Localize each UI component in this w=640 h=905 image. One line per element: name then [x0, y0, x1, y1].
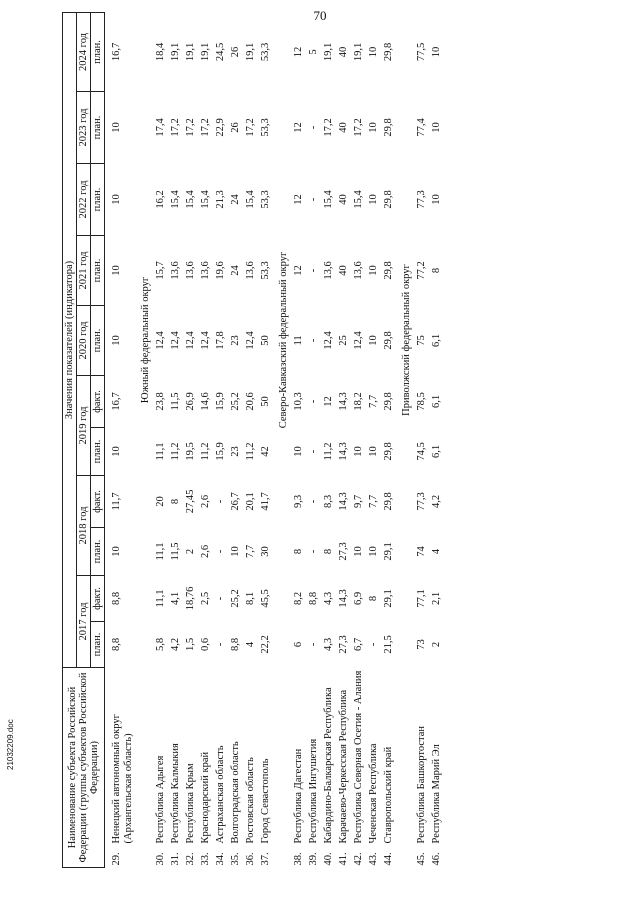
value-cell: 15,4	[353, 190, 365, 209]
value-cell: 13,6	[200, 261, 212, 280]
subject-name: Республика Марий Эл	[431, 744, 443, 844]
value-cell: 29,8	[383, 331, 395, 350]
value-cell: 4	[245, 641, 257, 648]
value-cell: 16,2	[155, 190, 167, 209]
row-number: 41.	[338, 852, 350, 866]
value-cell: 24,5	[215, 42, 227, 62]
header-plan: план.	[91, 12, 105, 91]
value-cell: 7,7	[245, 544, 257, 559]
value-cell: 15,4	[185, 190, 197, 209]
value-cell: 40	[338, 46, 350, 58]
row-number: 30.	[155, 852, 167, 866]
value-cell: 12	[293, 265, 305, 276]
value-cell: 1,5	[185, 637, 197, 652]
value-cell: 6,1	[431, 444, 443, 459]
table-row	[415, 12, 430, 867]
table-row	[337, 12, 352, 867]
value-cell: 4,2	[170, 637, 182, 652]
table-body	[105, 12, 446, 867]
value-cell: 75	[416, 335, 428, 346]
value-cell: 13,6	[185, 261, 197, 280]
section-row	[136, 12, 154, 867]
value-cell: 12,4	[245, 331, 257, 350]
header-fact: факт.	[91, 575, 105, 621]
header-year: 2021 год	[77, 235, 91, 305]
value-cell: -	[308, 499, 320, 504]
value-cell: 13,6	[245, 261, 257, 280]
value-cell: 23,8	[155, 392, 167, 411]
value-cell: 10	[431, 46, 443, 58]
rotated-table-sheet	[62, 13, 602, 868]
row-number: 31.	[170, 852, 182, 866]
value-cell: 19,1	[185, 42, 197, 62]
value-cell: 6,1	[431, 333, 443, 348]
value-cell: 15,4	[170, 190, 182, 209]
value-cell: 29,8	[383, 442, 395, 461]
value-cell: 27,45	[185, 489, 197, 514]
section-row	[397, 12, 415, 867]
value-cell: 29,8	[383, 118, 395, 137]
value-cell: 8,3	[323, 494, 335, 509]
table-row	[169, 12, 184, 867]
value-cell: 10	[111, 446, 123, 457]
value-cell: 8	[293, 548, 305, 555]
header-plan: план.	[91, 91, 105, 163]
value-cell: 12,4	[155, 331, 167, 350]
value-cell: 15,4	[323, 190, 335, 209]
value-cell: 10	[293, 446, 305, 457]
header-plan: план.	[91, 427, 105, 475]
value-cell: 2	[431, 641, 443, 648]
table-row	[367, 12, 382, 867]
value-cell: 17,2	[185, 118, 197, 137]
value-cell: -	[308, 399, 320, 404]
row-number: 40.	[323, 852, 335, 866]
value-cell: 10	[353, 446, 365, 457]
value-cell: 26	[230, 46, 242, 58]
value-cell: 53,3	[260, 261, 272, 280]
value-cell: 11	[293, 335, 305, 346]
header-plan: план.	[91, 163, 105, 235]
value-cell: 11,1	[155, 542, 167, 561]
subject-name: Астраханская область	[215, 745, 227, 844]
row-number: 33.	[200, 852, 212, 866]
value-cell: -	[215, 549, 227, 554]
value-cell: 10	[431, 194, 443, 205]
table-row	[352, 12, 367, 867]
value-cell: 17,2	[353, 118, 365, 137]
value-cell: -	[308, 449, 320, 454]
header-plan: план.	[91, 527, 105, 575]
value-cell: 10	[111, 335, 123, 346]
value-cell: 53,3	[260, 190, 272, 209]
value-cell: 7,7	[368, 494, 380, 509]
value-cell: 12	[293, 46, 305, 58]
table-row	[292, 12, 307, 867]
value-cell: -	[308, 642, 320, 647]
value-cell: 2,6	[200, 494, 212, 509]
value-cell: 77,1	[416, 589, 428, 608]
value-cell: 10,3	[293, 392, 305, 411]
table-row	[184, 12, 199, 867]
value-cell: 74,5	[416, 442, 428, 461]
section-spacer	[136, 667, 154, 867]
row-number: 34.	[215, 852, 227, 866]
value-cell: 12	[293, 122, 305, 133]
value-cell: 10	[111, 265, 123, 276]
value-cell: 73	[416, 639, 428, 650]
value-cell: 17,2	[323, 118, 335, 137]
value-cell: 23	[230, 446, 242, 457]
section-spacer	[397, 667, 415, 867]
subject-name: Город Севастополь	[260, 758, 272, 844]
value-cell: 50	[260, 396, 272, 407]
value-cell: -	[308, 549, 320, 554]
subject-name: Республика Башкортостан	[416, 725, 428, 844]
value-cell: 2,5	[200, 591, 212, 606]
header-indicators: Значения показателей (индикатора)	[63, 12, 77, 667]
value-cell: 29,8	[383, 392, 395, 411]
subject-name: Краснодарский край	[200, 751, 212, 844]
value-cell: -	[308, 125, 320, 130]
header-subject-name: Наименование субъекта Российской Федерации (группы субъектов Российской Федерации)	[63, 667, 105, 867]
row-number: 35.	[230, 852, 242, 866]
value-cell: 27,3	[338, 542, 350, 561]
value-cell: 40	[338, 122, 350, 133]
subject-name: Республика Крым	[185, 763, 197, 844]
value-cell: -	[215, 499, 227, 504]
value-cell: 77,5	[416, 42, 428, 62]
subject-name: Республика Адыгея	[155, 755, 167, 844]
value-cell: 20	[155, 496, 167, 507]
value-cell: 11,5	[170, 542, 182, 561]
value-cell: 14,3	[338, 392, 350, 411]
table-row	[307, 12, 322, 867]
value-cell: 12,4	[170, 331, 182, 350]
value-cell: -	[308, 197, 320, 202]
value-cell: 15,7	[155, 261, 167, 280]
value-cell: 77,4	[416, 118, 428, 137]
value-cell: 21,5	[383, 635, 395, 654]
value-cell: 14,3	[338, 442, 350, 461]
header-year: 2019 год	[77, 375, 91, 475]
value-cell: 19,1	[245, 42, 257, 62]
value-cell: 2	[185, 548, 197, 555]
value-cell: 8,1	[245, 591, 257, 606]
value-cell: 13,6	[323, 261, 335, 280]
value-cell: 22,2	[260, 635, 272, 654]
value-cell: 20,1	[245, 492, 257, 511]
value-cell: 8	[170, 498, 182, 505]
value-cell: 11,5	[170, 392, 182, 411]
value-cell: 9,3	[293, 494, 305, 509]
value-cell: 17,4	[155, 118, 167, 137]
value-cell: 25,2	[230, 589, 242, 608]
header-year: 2018 год	[77, 475, 91, 575]
value-cell: 74	[416, 546, 428, 557]
page-number: 70	[313, 8, 327, 23]
value-cell: 11,1	[155, 442, 167, 461]
value-cell: 12	[323, 396, 335, 407]
value-cell: 6,9	[353, 591, 365, 606]
value-cell: 17,2	[245, 118, 257, 137]
value-cell: 24	[230, 265, 242, 276]
value-cell: 8,8	[308, 591, 320, 606]
value-cell: -	[215, 596, 227, 601]
value-cell: 19,5	[185, 442, 197, 461]
row-number: 37.	[260, 852, 272, 866]
subject-name: Ненецкий автономный округ (Архангельская область)	[111, 714, 135, 844]
value-cell: 27,3	[338, 635, 350, 654]
value-cell: 10	[368, 446, 380, 457]
table-row	[154, 12, 169, 867]
subject-name: Чеченская Республика	[368, 743, 380, 844]
value-cell: 10	[368, 122, 380, 133]
value-cell: 22,9	[215, 118, 227, 137]
value-cell: 6	[293, 641, 305, 648]
value-cell: 5	[308, 49, 320, 55]
header-year: 2017 год	[77, 575, 91, 667]
row-number: 39.	[308, 852, 320, 866]
table-row	[430, 12, 445, 867]
value-cell: 9,7	[353, 494, 365, 509]
value-cell: 14,6	[200, 392, 212, 411]
value-cell: 8,8	[230, 637, 242, 652]
value-cell: 10	[368, 546, 380, 557]
value-cell: 8	[323, 548, 335, 555]
header-year: 2022 год	[77, 163, 91, 235]
value-cell: 15,4	[200, 190, 212, 209]
value-cell: 77,3	[416, 492, 428, 511]
value-cell: -	[215, 642, 227, 647]
value-cell: 11,2	[323, 442, 335, 461]
subject-name: Карачаево-Черкесская Республика	[338, 689, 350, 844]
value-cell: 18,76	[185, 586, 197, 611]
value-cell: 26,9	[185, 392, 197, 411]
value-cell: 24	[230, 194, 242, 205]
section-label: Южный федеральный округ	[140, 276, 152, 404]
value-cell: 8	[431, 267, 443, 274]
value-cell: 78,5	[416, 392, 428, 411]
row-number: 32.	[185, 852, 197, 866]
value-cell: 10	[368, 265, 380, 276]
value-cell: 17,8	[215, 331, 227, 350]
value-cell: 12,4	[323, 331, 335, 350]
indicators-table	[62, 12, 445, 868]
value-cell: 53,3	[260, 118, 272, 137]
row-number: 38.	[293, 852, 305, 866]
value-cell: 40	[338, 265, 350, 276]
subject-name: Республика Ингушетия	[308, 738, 320, 844]
value-cell: 25,2	[230, 392, 242, 411]
row-number: 43.	[368, 852, 380, 866]
row-number: 29.	[111, 852, 123, 866]
value-cell: 4,3	[323, 637, 335, 652]
value-cell: 30	[260, 546, 272, 557]
value-cell: 21,3	[215, 190, 227, 209]
header-plan: план.	[91, 235, 105, 305]
value-cell: 5,8	[155, 637, 167, 652]
header-plan: план.	[91, 305, 105, 375]
value-cell: 11,2	[170, 442, 182, 461]
value-cell: 19,6	[215, 261, 227, 280]
value-cell: 2,1	[431, 591, 443, 606]
value-cell: -	[368, 642, 380, 647]
value-cell: 29,8	[383, 190, 395, 209]
value-cell: 8,8	[111, 637, 123, 652]
document-code: 21032209.doc	[6, 719, 15, 770]
value-cell: 8,8	[111, 591, 123, 606]
subject-name: Республика Дагестан	[293, 748, 305, 844]
value-cell: 18,4	[155, 42, 167, 62]
table-row	[244, 12, 259, 867]
value-cell: 4	[431, 548, 443, 555]
value-cell: 12,4	[185, 331, 197, 350]
table-row	[105, 12, 137, 867]
value-cell: 11,2	[245, 442, 257, 461]
value-cell: 10	[368, 46, 380, 58]
value-cell: -	[308, 338, 320, 343]
value-cell: 19,1	[353, 42, 365, 62]
value-cell: 29,1	[383, 589, 395, 608]
table-row	[322, 12, 337, 867]
header-year: 2023 год	[77, 91, 91, 163]
table-row	[382, 12, 397, 867]
value-cell: 29,8	[383, 42, 395, 62]
value-cell: 13,6	[353, 261, 365, 280]
section-spacer	[274, 667, 292, 867]
value-cell: 8,2	[293, 591, 305, 606]
value-cell: 0,6	[200, 637, 212, 652]
row-number: 45.	[416, 852, 428, 866]
table-row	[229, 12, 244, 867]
value-cell: 10	[368, 335, 380, 346]
value-cell: 12	[293, 194, 305, 205]
value-cell: 2,6	[200, 544, 212, 559]
header-year: 2020 год	[77, 305, 91, 375]
value-cell: 17,2	[170, 118, 182, 137]
value-cell: 10	[111, 194, 123, 205]
section-row	[274, 12, 292, 867]
value-cell: 4,3	[323, 591, 335, 606]
value-cell: 10	[230, 546, 242, 557]
header-plan: план.	[91, 621, 105, 667]
value-cell: 7,7	[368, 394, 380, 409]
value-cell: 14,3	[338, 589, 350, 608]
value-cell: 15,9	[215, 392, 227, 411]
value-cell: 4,2	[431, 494, 443, 509]
value-cell: 16,7	[111, 42, 123, 62]
value-cell: 29,1	[383, 542, 395, 561]
value-cell: 4,1	[170, 591, 182, 606]
value-cell: 10	[111, 546, 123, 557]
subject-name: Кабардино-Балкарская Республика	[323, 687, 335, 844]
row-number: 42.	[353, 852, 365, 866]
value-cell: 10	[431, 122, 443, 133]
value-cell: 10	[368, 194, 380, 205]
value-cell: 29,8	[383, 492, 395, 511]
header-fact: факт.	[91, 475, 105, 527]
value-cell: 17,2	[200, 118, 212, 137]
value-cell: 6,7	[353, 637, 365, 652]
row-number: 36.	[245, 852, 257, 866]
value-cell: 26,7	[230, 492, 242, 511]
value-cell: 8	[368, 595, 380, 602]
subject-name: Республика Северная Осетия - Алания	[353, 670, 365, 844]
row-number: 46.	[431, 852, 443, 866]
value-cell: 11,1	[155, 589, 167, 608]
value-cell: 41,7	[260, 492, 272, 511]
subject-name: Волгоградская область	[230, 741, 242, 844]
value-cell: 19,1	[200, 42, 212, 62]
value-cell: -	[308, 268, 320, 273]
value-cell: 45,5	[260, 589, 272, 608]
value-cell: 18,2	[353, 392, 365, 411]
value-cell: 10	[353, 546, 365, 557]
value-cell: 10	[111, 122, 123, 133]
value-cell: 50	[260, 335, 272, 346]
value-cell: 53,3	[260, 42, 272, 62]
header-fact: факт.	[91, 375, 105, 427]
value-cell: 16,7	[111, 392, 123, 411]
value-cell: 20,6	[245, 392, 257, 411]
section-label: Северо-Кавказский федеральный округ	[278, 251, 290, 429]
subject-name: Ставропольский край	[383, 746, 395, 844]
table-row	[259, 12, 274, 867]
value-cell: 15,9	[215, 442, 227, 461]
value-cell: 19,1	[170, 42, 182, 62]
value-cell: 15,4	[245, 190, 257, 209]
value-cell: 11,2	[200, 442, 212, 461]
section-label: Приволжский федеральный округ	[401, 264, 413, 416]
table-row	[199, 12, 214, 867]
value-cell: 11,7	[111, 492, 123, 511]
value-cell: 13,6	[170, 261, 182, 280]
value-cell: 12,4	[200, 331, 212, 350]
value-cell: 6,1	[431, 394, 443, 409]
value-cell: 23	[230, 335, 242, 346]
value-cell: 42	[260, 446, 272, 457]
value-cell: 25	[338, 335, 350, 346]
value-cell: 14,3	[338, 492, 350, 511]
subject-name: Ростовская область	[245, 757, 257, 844]
value-cell: 29,8	[383, 261, 395, 280]
value-cell: 19,1	[323, 42, 335, 62]
value-cell: 77,2	[416, 261, 428, 280]
value-cell: 26	[230, 122, 242, 133]
value-cell: 40	[338, 194, 350, 205]
table-row	[214, 12, 229, 867]
subject-name: Республика Калмыкия	[170, 743, 182, 844]
value-cell: 77,3	[416, 190, 428, 209]
row-number: 44.	[383, 852, 395, 866]
value-cell: 12,4	[353, 331, 365, 350]
header-year: 2024 год	[77, 12, 91, 91]
